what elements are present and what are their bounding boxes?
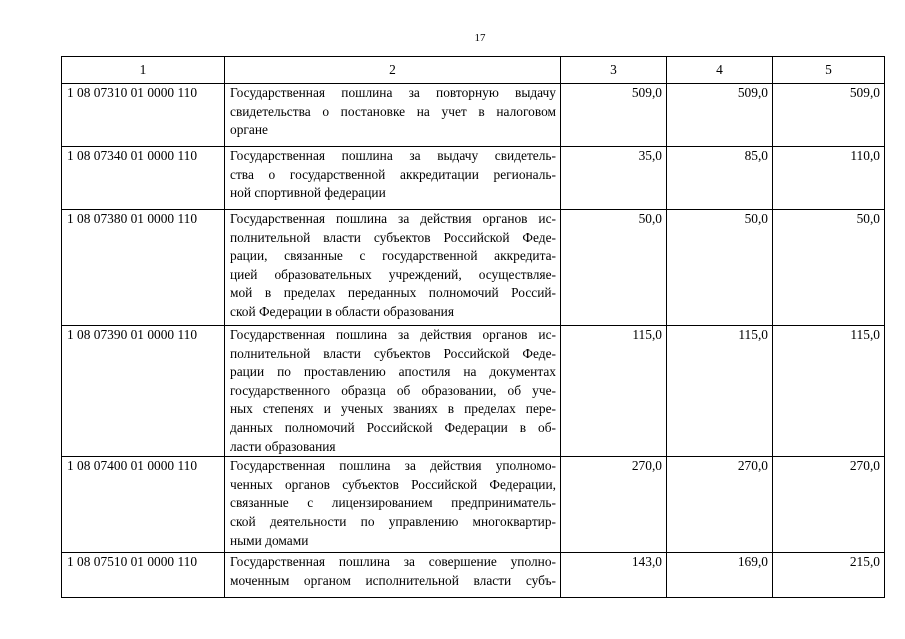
budget-classification-code: 1 08 07510 01 0000 110 bbox=[62, 553, 225, 598]
revenue-description bbox=[225, 457, 561, 553]
amount-col4: 85,0 bbox=[667, 147, 773, 210]
amount-col3: 115,0 bbox=[561, 326, 667, 457]
description-line: рации, связанные с государственной аккредита- bbox=[230, 248, 556, 264]
amount-col4: 115,0 bbox=[667, 326, 773, 457]
description-line: мой в пределах переданных полномочий Россий- bbox=[230, 285, 556, 301]
column-header-1: 1 bbox=[62, 57, 225, 84]
description-line: полнительной власти субъектов Российской Феде- bbox=[230, 345, 556, 361]
amount-col3: 35,0 bbox=[561, 147, 667, 210]
table-row bbox=[62, 553, 885, 598]
amount-col5: 115,0 bbox=[773, 326, 885, 457]
table-row bbox=[62, 84, 885, 147]
revenue-description bbox=[225, 210, 561, 326]
description-line: Государственная пошлина за выдачу свидетель- bbox=[230, 148, 556, 163]
description-line: Государственная пошлина за действия уполномо- bbox=[230, 458, 556, 474]
description-line: рации по проставлению апостиля на документах bbox=[230, 364, 556, 380]
description-line: ных степенях и ученых званиях в пределах пере- bbox=[230, 401, 556, 417]
description-line: Государственная пошлина за действия органов ис- bbox=[230, 211, 556, 226]
revenue-description bbox=[225, 147, 561, 210]
description-line: ства о государственной аккредитации региональ- bbox=[230, 166, 556, 182]
amount-col3: 143,0 bbox=[561, 553, 667, 598]
description-line: Государственная пошлина за действия органов ис- bbox=[230, 327, 556, 342]
page-number: 17 bbox=[474, 32, 486, 44]
budget-classification-code: 1 08 07340 01 0000 110 bbox=[62, 147, 225, 210]
revenue-description bbox=[225, 326, 561, 457]
amount-col4: 509,0 bbox=[667, 84, 773, 147]
description-line: данных полномочий Российской Федерации в об- bbox=[230, 419, 556, 435]
column-header-2: 2 bbox=[225, 57, 561, 84]
column-header-3: 3 bbox=[561, 57, 667, 84]
description-line: государственного образца об образовании, об уче- bbox=[230, 382, 556, 398]
description-line: органе bbox=[230, 122, 268, 138]
amount-col5: 509,0 bbox=[773, 84, 885, 147]
description-line: Государственная пошлина за совершение уполно- bbox=[230, 554, 556, 570]
description-line: моченным органом исполнительной власти субъ- bbox=[230, 572, 556, 588]
budget-revenue-table bbox=[61, 56, 885, 598]
description-line: цией образовательных учреждений, осуществляе- bbox=[230, 266, 556, 282]
table-row bbox=[62, 457, 885, 553]
amount-col3: 50,0 bbox=[561, 210, 667, 326]
table-row bbox=[62, 326, 885, 457]
table-row bbox=[62, 210, 885, 326]
column-number-header-row bbox=[62, 57, 885, 84]
description-line: полнительной власти субъектов Российской Феде- bbox=[230, 229, 556, 245]
description-line: связанные с лицензированием предприниматель- bbox=[230, 495, 556, 511]
revenue-description bbox=[225, 84, 561, 147]
amount-col3: 270,0 bbox=[561, 457, 667, 553]
amount-col5: 50,0 bbox=[773, 210, 885, 326]
description-line: Государственная пошлина за повторную выдачу bbox=[230, 85, 556, 100]
amount-col3: 509,0 bbox=[561, 84, 667, 147]
budget-classification-code: 1 08 07310 01 0000 110 bbox=[62, 84, 225, 147]
column-header-5: 5 bbox=[773, 57, 885, 84]
description-line: ской деятельности по управлению многоквартир- bbox=[230, 513, 556, 529]
budget-classification-code: 1 08 07390 01 0000 110 bbox=[62, 326, 225, 457]
amount-col4: 50,0 bbox=[667, 210, 773, 326]
revenue-description bbox=[225, 553, 561, 598]
column-header-4: 4 bbox=[667, 57, 773, 84]
budget-classification-code: 1 08 07380 01 0000 110 bbox=[62, 210, 225, 326]
table-row bbox=[62, 147, 885, 210]
amount-col5: 110,0 bbox=[773, 147, 885, 210]
description-line: ской Федерации в области образования bbox=[230, 303, 454, 319]
description-line: ными домами bbox=[230, 532, 309, 548]
amount-col4: 270,0 bbox=[667, 457, 773, 553]
amount-col5: 215,0 bbox=[773, 553, 885, 598]
description-line: ченных органов субъектов Российской Федерации, bbox=[230, 476, 556, 492]
description-line: ласти образования bbox=[230, 438, 336, 454]
description-line: свидетельства о постановке на учет в налоговом bbox=[230, 103, 556, 119]
amount-col5: 270,0 bbox=[773, 457, 885, 553]
budget-classification-code: 1 08 07400 01 0000 110 bbox=[62, 457, 225, 553]
amount-col4: 169,0 bbox=[667, 553, 773, 598]
description-line: ной спортивной федерации bbox=[230, 185, 386, 201]
